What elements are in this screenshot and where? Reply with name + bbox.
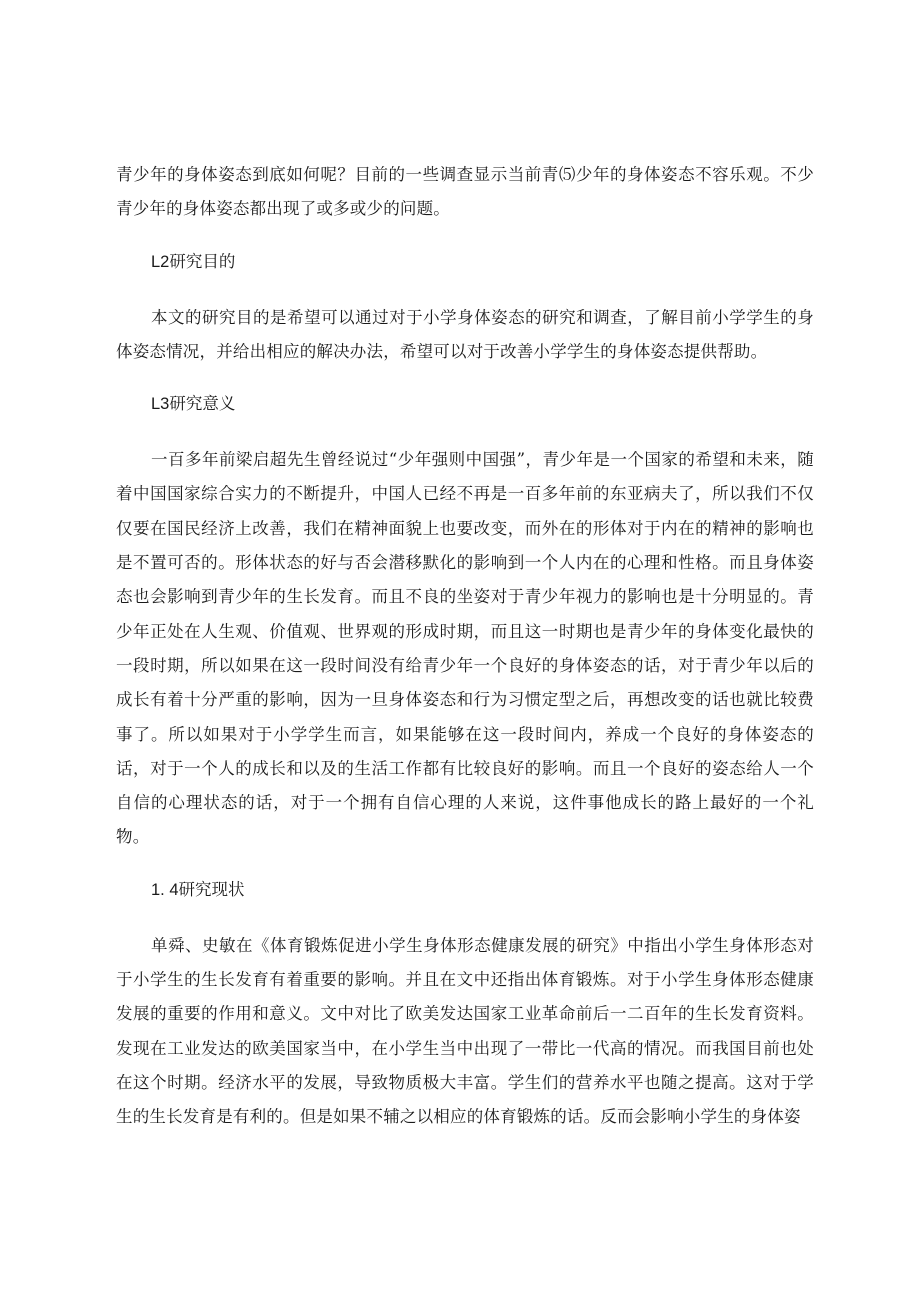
document-page bbox=[116, 158, 814, 1135]
section-body-purpose: 本文的研究目的是希望可以通过对于小学身体姿态的研究和调查，了解目前小学学生的身体姿态情况，并给出相应的解决办法，希望可以对于改善小学学生的身体姿态提供帮助。 bbox=[116, 307, 814, 361]
section-heading-significance: L3研究意义 bbox=[151, 395, 236, 414]
section-heading-purpose: L2研究目的 bbox=[151, 252, 236, 271]
spacer bbox=[116, 907, 814, 929]
section-body-status: 单舜、史敏在《体育锻炼促进小学生身体形态健康发展的研究》中指出小学生身体形态对于小学生的生长发育有着重要的影响。并且在文中还指出体育锻炼。对于小学生身体形态健康发展的重要的作用和意义。文中对比了欧美发达国家工业革命前后一二百年的生长发育资料。发现在工业发达的欧美国家当中，在小学生当中出现了一带比一代高的情况。而我国目前也处在这个时期。经济水平的发展，导致物质极大丰富。学生们的营养水平也随之提高。这对于学生的生长发育是有利的。但是如果不辅之以相应的体育锻炼的话。反而会影响小学生的身体姿 bbox=[116, 935, 814, 1127]
spacer bbox=[116, 855, 814, 873]
intro-paragraph: 青少年的身体姿态到底如何呢？目前的一些调查显示当前青⑸少年的身体姿态不容乐观。不少青少年的身体姿态都出现了或多或少的问题。 bbox=[116, 165, 814, 219]
spacer bbox=[116, 279, 814, 301]
spacer bbox=[116, 227, 814, 245]
section-body-significance: 一百多年前梁启超先生曾经说过“少年强则中国强”，青少年是一个国家的希望和未来，随着中国国家综合实力的不断提升，中国人已经不再是一百多年前的东亚病夫了，所以我们不仅仅要在国民经济上改善，我们在精神面貌上也要改变，而外在的形体对于内在的精神的影响也是不置可否的。形体状态的好与否会潜移默化的影响到一个人内在的心理和性格。而且身体姿态也会影响到青少年的生长发育。而且不良的坐姿对于青少年视力的影响也是十分明显的。青少年正处在人生观、价值观、世界观的形成时期，而且这一时期也是青少年的身体变化最快的一段时期，所以如果在这一段时间没有给青少年一个良好的身体姿态的话，对于青少年以后的成长有着十分严重的影响，因为一旦身体姿态和行为习惯定型之后，再想改变的话也就比较费事了。所以如果对于小学学生而言，如果能够在这一段时间内，养成一个良好的身体姿态的话，对于一个人的成长和以及的生活工作都有比较良好的影响。而且一个良好的姿态给人一个自信的心理状态的话，对于一个拥有自信心理的人来说，这件事他成长的路上最好的一个礼物。 bbox=[116, 450, 814, 847]
spacer bbox=[116, 421, 814, 443]
section-heading-status: 1. 4研究现状 bbox=[151, 880, 245, 899]
spacer bbox=[116, 369, 814, 387]
